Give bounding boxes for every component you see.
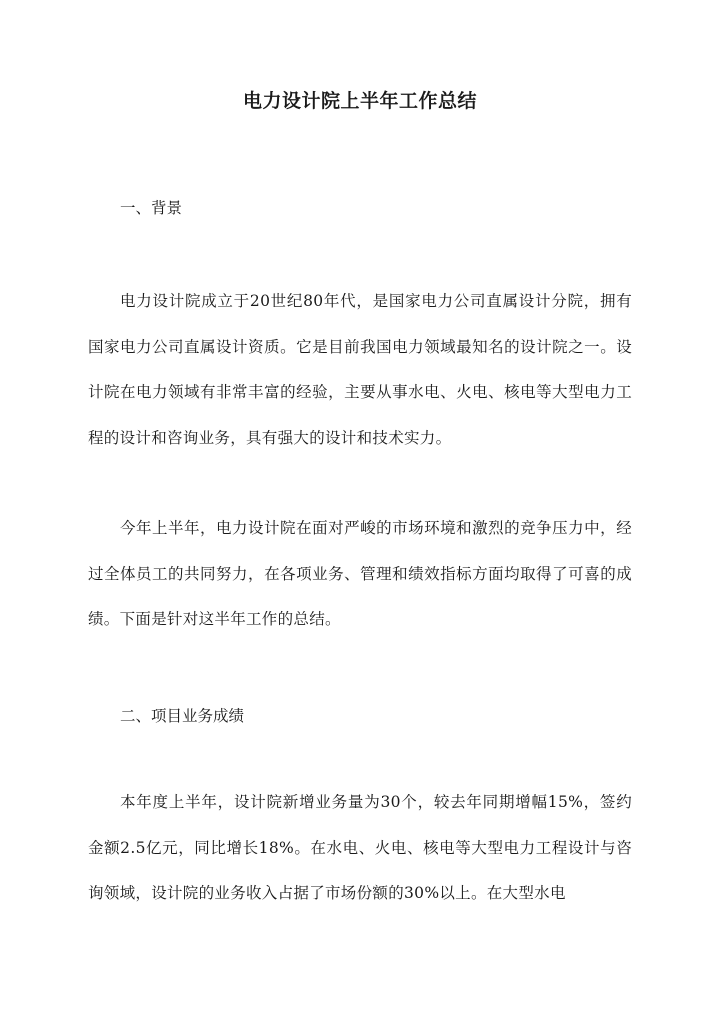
- document-title: 电力设计院上半年工作总结: [242, 90, 477, 112]
- section-heading-project-results: 二、项目业务成绩: [120, 707, 245, 725]
- paragraph-background-intro: 电力设计院成立于20世纪80年代，是国家电力公司直属设计分院，拥有国家电力公司直属设计资质。它是目前我国电力领域最知名的设计院之一。设计院在电力领域有非常丰富的经验，主要从事水电、火电、核电等大型电力工程的设计和咨询业务，具有强大的设计和技术实力。: [88, 292, 632, 447]
- section-heading-background: 一、背景: [120, 199, 183, 217]
- paragraph-background-summary: 今年上半年，电力设计院在面对严峻的市场环境和激烈的竞争压力中，经过全体员工的共同努力，在各项业务、管理和绩效指标方面均取得了可喜的成绩。下面是针对这半年工作的总结。: [88, 519, 632, 628]
- paragraph-project-results: 本年度上半年，设计院新增业务量为30个，较去年同期增幅15%，签约金额2.5亿元，同比增长18%。在水电、火电、核电等大型电力工程设计与咨询领域，设计院的业务收入占据了市场份额的30%以上。在大型水电: [88, 793, 632, 902]
